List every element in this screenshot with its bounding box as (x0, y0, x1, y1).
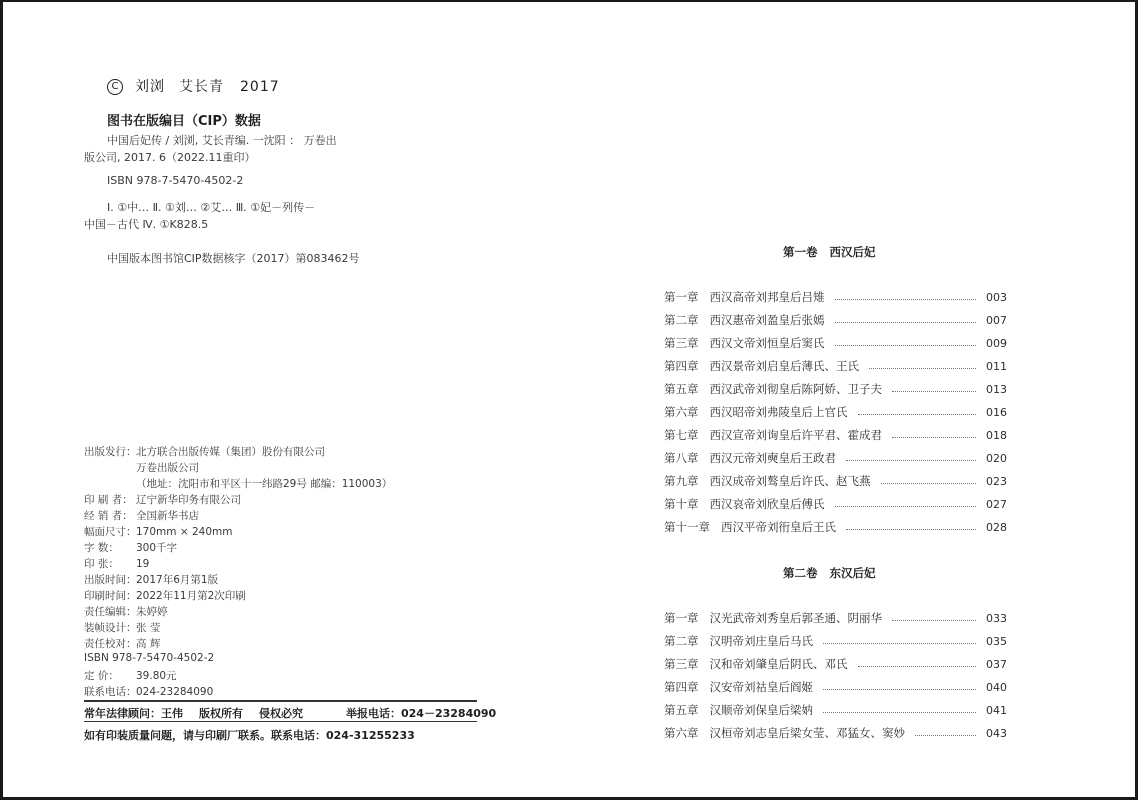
toc-leader-dots (892, 613, 976, 621)
toc-entry[interactable] (664, 473, 1006, 489)
toc-leader-dots (892, 384, 976, 392)
pub-row-value: 39.80元 (136, 670, 177, 682)
toc-chapter-title: 汉顺帝刘保皇后梁妠 (709, 703, 813, 717)
pub-row-value: 978-7-5470-4502-2 (112, 652, 215, 664)
toc-chapter-number: 第十一章 (664, 520, 710, 534)
pub-row-value: 全国新华书店 (136, 510, 199, 522)
pub-row-price (84, 668, 177, 683)
pub-row-label: 出版时间： (84, 574, 137, 586)
toc-chapter-title: 西汉成帝刘骜皇后许氏、赵飞燕 (709, 474, 871, 488)
toc-entry[interactable] (664, 610, 1006, 626)
toc-entry[interactable] (664, 427, 1006, 443)
toc-chapter-number: 第二章 (664, 313, 699, 327)
toc-entry[interactable] (664, 381, 1006, 397)
pub-row-wordcount (84, 540, 177, 555)
pub-row-publish-date (84, 572, 218, 587)
pub-row-label: 责任校对： (84, 638, 137, 650)
volume-name: 东汉后妃 (829, 566, 876, 580)
toc-page-number: 037 (986, 657, 1007, 671)
toc-chapter-title: 西汉惠帝刘盈皇后张嫣 (709, 313, 825, 327)
pub-row-proofreader (84, 636, 160, 651)
toc-leader-dots (846, 453, 976, 461)
publisher-secondary: 万卷出版公司 (136, 462, 199, 474)
toc-leader-dots (823, 682, 976, 690)
toc-entry[interactable] (664, 450, 1006, 466)
cip-title: 图书在版编目（CIP）数据 (107, 114, 261, 129)
toc-chapter-title: 西汉平帝刘衎皇后王氏 (721, 520, 836, 534)
pub-row-value: 19 (136, 558, 150, 570)
toc-entry[interactable] (664, 679, 1006, 695)
toc-leader-dots (835, 292, 977, 300)
quality-notice: 如有印装质量问题，请与印刷厂联系。联系电话：024-31255233 (84, 729, 415, 742)
pub-row-distributor (84, 508, 199, 523)
toc-page-number: 009 (986, 336, 1007, 350)
toc-chapter-number: 第十章 (664, 497, 699, 511)
toc-page-number: 028 (986, 520, 1007, 534)
pub-row-value: 高 辉 (136, 638, 161, 650)
scan-border-left (0, 0, 3, 800)
volume-name: 西汉后妃 (829, 245, 876, 259)
toc-page-number: 020 (986, 451, 1007, 465)
toc-entry[interactable] (664, 335, 1006, 351)
toc-page-number: 040 (986, 680, 1007, 694)
volume-title (783, 244, 876, 260)
toc-page-number: 013 (986, 382, 1007, 396)
toc-entry[interactable] (664, 289, 1006, 305)
toc-chapter-number: 第一章 (664, 611, 699, 625)
rights-reserved: 版权所有 (199, 707, 243, 720)
toc-leader-dots (823, 636, 976, 644)
toc-chapter-title: 西汉哀帝刘欣皇后傅氏 (709, 497, 825, 511)
toc-chapter-title: 汉明帝刘庄皇后马氏 (709, 634, 813, 648)
toc-chapter-number: 第六章 (664, 405, 699, 419)
toc-chapter-title: 西汉武帝刘彻皇后陈阿娇、卫子夫 (709, 382, 882, 396)
toc-chapter-number: 第一章 (664, 290, 699, 304)
cip-isbn: ISBN 978-7-5470-4502-2 (107, 174, 244, 187)
toc-chapter-number: 第九章 (664, 474, 699, 488)
toc-leader-dots (869, 361, 976, 369)
toc-page-number: 041 (986, 703, 1007, 717)
toc-leader-dots (892, 430, 976, 438)
author-2: 艾长青 (179, 79, 224, 95)
toc-entry[interactable] (664, 496, 1006, 512)
pub-row-label: 印刷时间： (84, 590, 137, 602)
legal-advisor: 常年法律顾问：王伟 (84, 707, 183, 720)
pub-row-value: 2022年11月第2次印刷 (136, 590, 246, 602)
toc-leader-dots (846, 522, 976, 530)
report-phone: 举报电话：024－23284090 (346, 707, 497, 720)
toc-chapter-number: 第三章 (664, 657, 699, 671)
toc-chapter-title: 西汉高帝刘邦皇后吕雉 (709, 290, 825, 304)
toc-chapter-title: 西汉昭帝刘弗陵皇后上官氏 (709, 405, 848, 419)
cip-classification-1: Ⅰ. ①中… Ⅱ. ①刘… ②艾… Ⅲ. ①妃－列传－ (107, 201, 316, 214)
toc-page-number: 016 (986, 405, 1007, 419)
toc-page-number: 027 (986, 497, 1007, 511)
volume-number: 第二卷 (783, 566, 818, 580)
pub-row-label: 幅面尺寸： (84, 526, 137, 538)
pub-row-label: 定 价： (84, 670, 119, 682)
toc-page-number: 011 (986, 359, 1007, 373)
toc-page-number: 007 (986, 313, 1007, 327)
toc-entry[interactable] (664, 656, 1006, 672)
pub-row-value: 朱婷婷 (136, 606, 168, 618)
toc-entry[interactable] (664, 358, 1006, 374)
publisher-address: （地址：沈阳市和平区十一纬路29号 邮编：110003） (136, 478, 393, 490)
toc-chapter-number: 第四章 (664, 359, 699, 373)
pub-row-label: 装帧设计： (84, 622, 137, 634)
cip-verification-number: 中国版本图书馆CIP数据核字（2017）第083462号 (107, 252, 360, 265)
toc-leader-dots (915, 728, 976, 736)
toc-chapter-number: 第四章 (664, 680, 699, 694)
copyright-year: 2017 (240, 79, 280, 95)
volume-number: 第一卷 (783, 245, 818, 259)
toc-entry[interactable] (664, 312, 1006, 328)
toc-chapter-title: 西汉元帝刘奭皇后王政君 (709, 451, 836, 465)
toc-chapter-number: 第三章 (664, 336, 699, 350)
toc-chapter-number: 第六章 (664, 726, 699, 740)
toc-page-number: 035 (986, 634, 1007, 648)
toc-chapter-title: 西汉景帝刘启皇后薄氏、王氏 (709, 359, 859, 373)
pub-row-sheets (84, 556, 149, 571)
pub-row-value: 辽宁新华印务有限公司 (136, 494, 241, 506)
pub-row-value: 024-23284090 (136, 686, 214, 698)
footer-divider-bottom (84, 721, 477, 722)
toc-page-number: 018 (986, 428, 1007, 442)
scan-border-top (0, 0, 1138, 2)
copyright-line (107, 76, 280, 96)
footer-divider-top (84, 700, 477, 702)
pub-row-designer (84, 620, 160, 635)
toc-page-number: 033 (986, 611, 1007, 625)
toc-page-number: 003 (986, 290, 1007, 304)
pub-row-label: 经 销 者： (84, 510, 133, 522)
toc-page-number: 043 (986, 726, 1007, 740)
toc-entry[interactable] (664, 702, 1006, 718)
toc-chapter-title: 汉桓帝刘志皇后梁女莹、邓猛女、窦妙 (709, 726, 905, 740)
toc-chapter-title: 西汉文帝刘恒皇后窦氏 (709, 336, 825, 350)
toc-leader-dots (823, 705, 976, 713)
pub-row-label: ISBN (84, 652, 113, 664)
volume-title (783, 565, 876, 581)
pub-row-label: 责任编辑： (84, 606, 137, 618)
pub-row-value: 300千字 (136, 542, 178, 554)
toc-chapter-title: 西汉宣帝刘询皇后许平君、霍成君 (709, 428, 882, 442)
pub-row-value: 张 莹 (136, 622, 161, 634)
pub-row-label: 印 刷 者： (84, 494, 133, 506)
toc-entry[interactable] (664, 725, 1006, 741)
pub-row-value: 170mm × 240mm (136, 526, 233, 538)
pub-row-isbn (84, 652, 214, 664)
toc-leader-dots (835, 499, 977, 507)
toc-chapter-number: 第二章 (664, 634, 699, 648)
toc-leader-dots (858, 407, 977, 415)
toc-entry[interactable] (664, 404, 1006, 420)
author-1: 刘浏 (135, 79, 165, 95)
toc-entry[interactable] (664, 633, 1006, 649)
pub-row-value: 2017年6月第1版 (136, 574, 219, 586)
copyright-icon: C (107, 79, 123, 95)
piracy-notice: 侵权必究 (259, 707, 303, 720)
footer-legal-line (84, 705, 497, 721)
pub-row-label: 联系电话： (84, 686, 137, 698)
pub-row-printer (84, 492, 241, 507)
publisher-value: 北方联合出版传媒（集团）股份有限公司 (136, 446, 325, 458)
pub-row-print-date (84, 588, 246, 603)
cip-classification-2: 中国－古代 Ⅳ. ①K828.5 (84, 218, 209, 231)
toc-chapter-title: 汉光武帝刘秀皇后郭圣通、阴丽华 (709, 611, 882, 625)
toc-chapter-number: 第五章 (664, 703, 699, 717)
toc-leader-dots (835, 315, 977, 323)
pub-row-size (84, 524, 232, 539)
cip-line-2: 版公司, 2017. 6（2022.11重印） (84, 151, 256, 164)
toc-leader-dots (835, 338, 977, 346)
publisher-row (84, 444, 325, 459)
cip-line-1: 中国后妃传 / 刘浏, 艾长青编. 一沈阳 ： 万卷出 (107, 134, 337, 147)
toc-chapter-number: 第七章 (664, 428, 699, 442)
toc-entry[interactable] (664, 519, 1006, 535)
toc-leader-dots (881, 476, 977, 484)
publisher-label: 出版发行： (84, 446, 137, 458)
toc-page-number: 023 (986, 474, 1007, 488)
pub-row-phone (84, 684, 213, 699)
pub-row-label: 印 张： (84, 558, 119, 570)
toc-leader-dots (858, 659, 977, 667)
toc-chapter-number: 第八章 (664, 451, 699, 465)
toc-chapter-title: 汉安帝刘祜皇后阎姬 (709, 680, 813, 694)
toc-chapter-number: 第五章 (664, 382, 699, 396)
pub-row-editor (84, 604, 168, 619)
toc-chapter-title: 汉和帝刘肇皇后阴氏、邓氏 (709, 657, 848, 671)
pub-row-label: 字 数： (84, 542, 119, 554)
